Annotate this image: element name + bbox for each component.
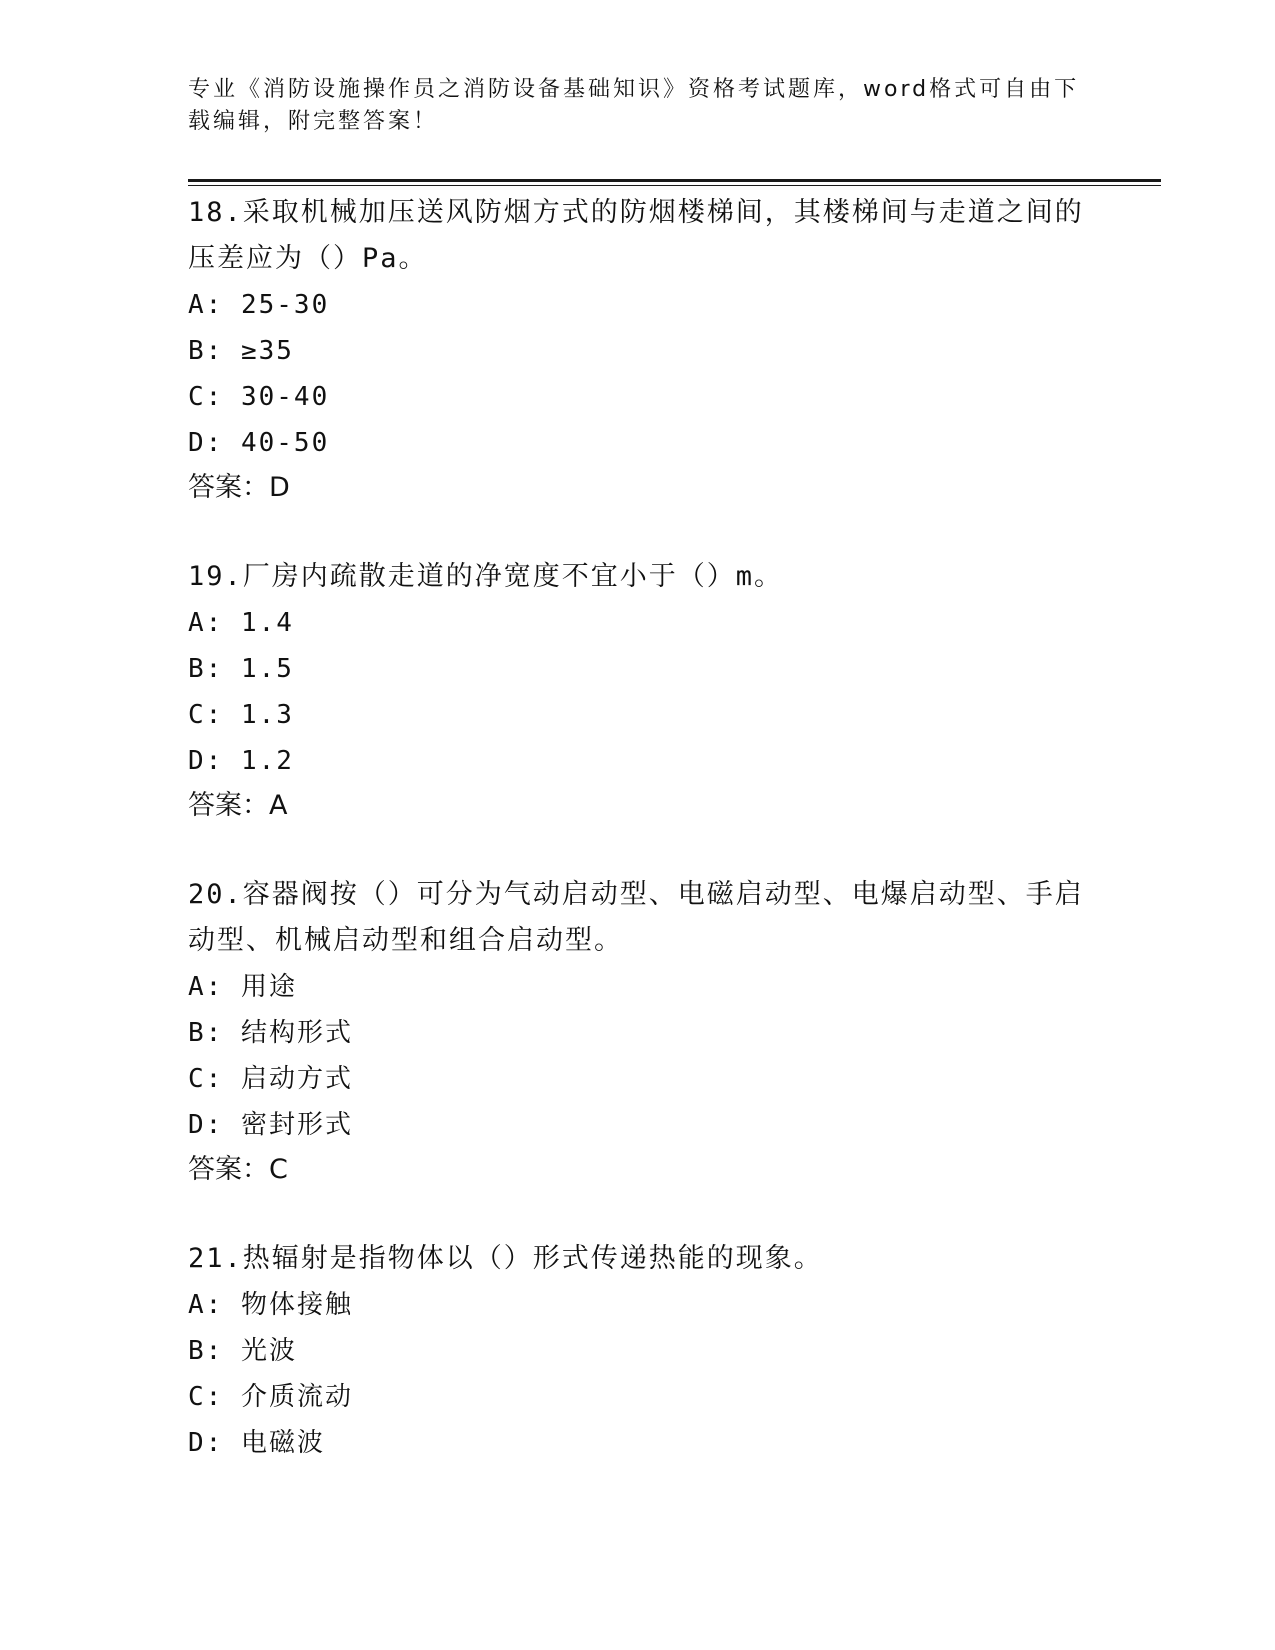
- option-c: C: 介质流动: [188, 1382, 353, 1412]
- question-stem: 21.热辐射是指物体以（）形式传递热能的现象。: [188, 1243, 823, 1274]
- option-a: A: 物体接触: [188, 1290, 353, 1320]
- question-20: [188, 872, 1088, 1192]
- question-stem: 19.厂房内疏散走道的净宽度不宜小于（）m。: [188, 561, 784, 592]
- option-d: D: 1.2: [188, 746, 294, 776]
- question-18: [188, 190, 1088, 510]
- answer-line: 答案：C: [188, 1154, 288, 1185]
- header-divider-thick: [188, 179, 1161, 182]
- option-a: A: 25-30: [188, 290, 330, 320]
- question-stem: 20.容器阀按（）可分为气动启动型、电磁启动型、电爆启动型、手启动型、机械启动型和组合启动型。: [188, 879, 1084, 956]
- answer-line: 答案：A: [188, 790, 288, 821]
- option-a: A: 1.4: [188, 608, 294, 638]
- option-b: B: 光波: [188, 1336, 297, 1366]
- option-d: D: 密封形式: [188, 1110, 353, 1140]
- document-header: [188, 74, 1088, 138]
- option-b: B: 1.5: [188, 654, 294, 684]
- header-divider-thin: [188, 185, 1161, 186]
- option-b: B: 结构形式: [188, 1018, 353, 1048]
- option-c: C: 30-40: [188, 382, 330, 412]
- option-d: D: 电磁波: [188, 1428, 325, 1458]
- answer-line: 答案：D: [188, 472, 290, 503]
- question-list: [188, 190, 1088, 1510]
- question-stem: 18.采取机械加压送风防烟方式的防烟楼梯间，其楼梯间与走道之间的压差应为（）Pa。: [188, 197, 1084, 274]
- question-21: [188, 1236, 1088, 1466]
- question-19: [188, 554, 1088, 828]
- option-c: C: 1.3: [188, 700, 294, 730]
- option-c: C: 启动方式: [188, 1064, 353, 1094]
- option-b: B: ≥35: [188, 336, 294, 366]
- option-d: D: 40-50: [188, 428, 330, 458]
- header-text: 专业《消防设施操作员之消防设备基础知识》资格考试题库，word格式可自由下载编辑，附完整答案！: [188, 77, 1080, 134]
- option-a: A: 用途: [188, 972, 297, 1002]
